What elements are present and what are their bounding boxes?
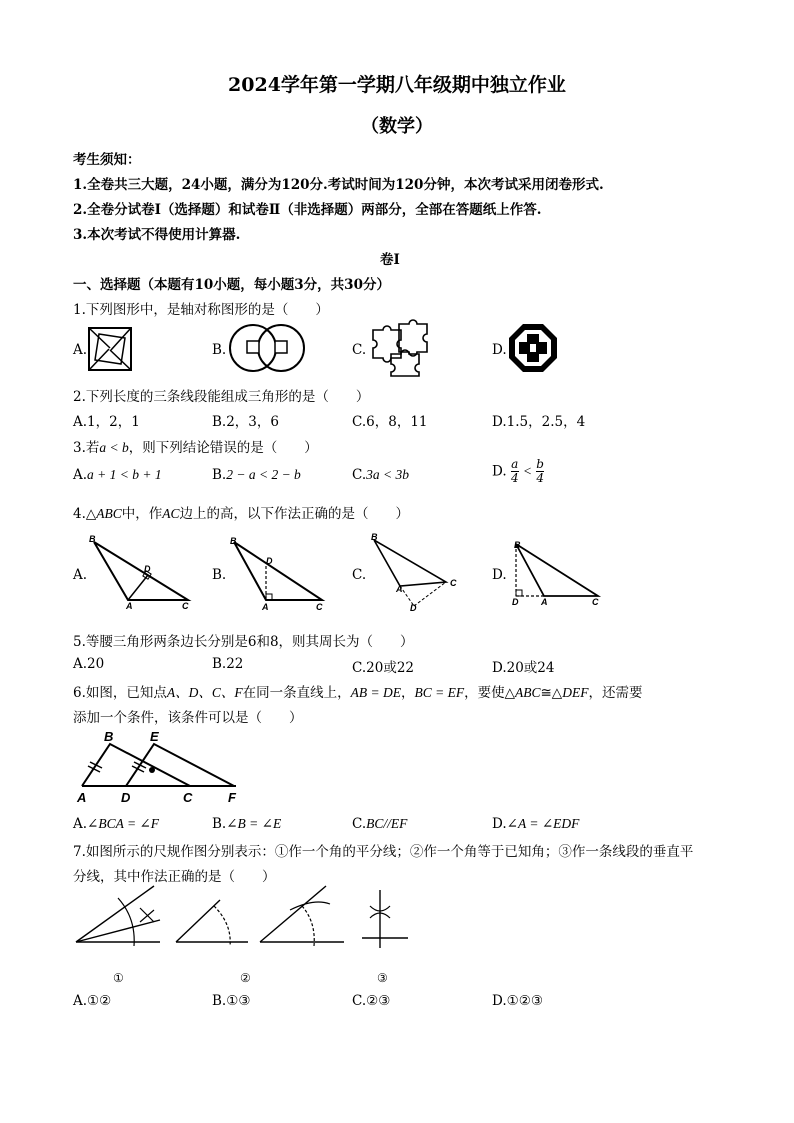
q1-option-c-label: C. [352,342,367,358]
q1-option-a-figure [87,326,133,372]
q4-option-d-figure [506,536,606,608]
q2-option-d: D.1.5，2.5，4 [492,414,586,430]
q1-option-a-label: A. [73,342,88,358]
q4-stem: 4.△ABC中，作AC边上的高，以下作法正确的是（ ） [73,506,410,522]
q4-option-a-figure [86,534,196,612]
q7-option-a: A.①② [73,993,112,1009]
q1-option-c-figure [369,320,431,378]
q4-option-c-label: C. [352,567,367,583]
q4-option-a-label: A. [73,567,88,583]
q6-label-a: A [77,790,87,805]
q6-label-d: D [121,790,131,805]
q1-option-b-label: B. [212,342,227,358]
q7-stem-line2: 分线，其中作法正确的是（ ） [73,869,276,885]
q3-option-b: B.2 − a < 2 − b [212,467,301,483]
q7-fig-label-1: ① [113,971,124,985]
q4d-label-c: C [592,597,599,607]
q6-figure [80,738,240,790]
q4c-label-a: A [396,584,403,594]
q7-stem-line1: 7.如图所示的尺规作图分别表示：①作一个角的平分线；②作一个角等于已知角；③作一条线段的垂直平 [73,844,694,860]
q4-option-b-label: B. [212,567,227,583]
q6-option-b: B.∠B = ∠E [212,816,282,832]
q6-label-e: E [150,729,159,744]
page-title: 2024学年第一学期八年级期中独立作业 [228,74,566,96]
q5-option-d: D.20或24 [492,660,555,676]
q4a-label-a: A [126,601,133,611]
q4b-label-a: A [262,602,269,612]
section-heading: 一、选择题（本题有10小题，每小题3分，共30分） [73,277,390,293]
q4a-label-d: D [144,564,151,574]
q3-option-d: D. $\frac{a}{4}$ < $\frac{b}{4}$ [492,457,544,485]
notice-heading: 考生须知： [73,152,141,168]
q4b-label-b: B [230,536,237,546]
notice-item-1: 1.全卷共三大题，24小题，满分为120分.考试时间为120分钟，本次考试采用闭卷形式. [73,177,604,193]
q7-option-b: B.①③ [212,993,251,1009]
q2-option-b: B.2，3，6 [212,414,279,430]
q7-fig-label-2: ② [240,971,251,985]
q6-option-a: A.∠BCA = ∠F [73,816,160,832]
q4b-label-c: C [316,602,323,612]
q7-figure-3 [258,882,350,948]
q1-option-b-figure [228,322,306,374]
q6-label-f: F [228,790,236,805]
q3-option-c: C.3a < 3b [352,467,410,483]
q7-figure-2 [174,894,252,948]
q4a-label-b: B [89,534,96,544]
q1-stem: 1.下列图形中，是轴对称图形的是（ ） [73,302,329,318]
q7-figure-4 [360,888,410,950]
q5-option-a: A.20 [73,656,105,672]
q4b-label-d: D [266,556,273,566]
q4d-label-b: B [514,540,521,550]
q5-stem: 5.等腰三角形两条边长分别是6和8，则其周长为（ ） [73,634,414,650]
q7-figure-1 [74,882,164,946]
page-subtitle: （数学） [361,116,433,137]
q7-option-c: C.②③ [352,993,391,1009]
q4-option-d-label: D. [492,567,507,583]
q4d-label-a: A [541,597,548,607]
q6-option-d: D.∠A = ∠EDF [492,816,580,832]
q4a-label-c: C [182,601,189,611]
q6-option-c: C.BC//EF [352,816,408,832]
q5-option-b: B.22 [212,656,244,672]
q1-option-d-label: D. [492,342,507,358]
q4d-label-d: D [512,597,519,607]
q1-option-d-figure [507,322,559,374]
q4c-label-b: B [371,532,378,542]
q6-stem-line1: 6.如图，已知点A、D、C、F在同一条直线上，AB = DE，BC = EF，要使△ABC≅△DEF，还需要 [73,685,643,701]
notice-item-2: 2.全卷分试卷Ⅰ（选择题）和试卷Ⅱ（非选择题）两部分，全部在答题纸上作答. [73,202,542,218]
volume-label: 卷Ⅰ [380,252,400,268]
q2-stem: 2.下列长度的三条线段能组成三角形的是（ ） [73,389,370,405]
notice-item-3: 3.本次考试不得使用计算器. [73,227,241,243]
q2-option-c: C.6，8，11 [352,414,428,430]
q6-label-c: C [183,790,193,805]
q4c-label-d: D [410,603,417,613]
q4c-label-c: C [450,578,457,588]
q3-option-a: A.a + 1 < b + 1 [73,467,162,483]
q3-stem: 3.若a < b，则下列结论错误的是（ ） [73,440,318,456]
q5-option-c: C.20或22 [352,660,414,676]
q4-option-c-figure [366,532,466,614]
q7-option-d: D.①②③ [492,993,543,1009]
q6-stem-line2: 添加一个条件，该条件可以是（ ） [73,710,303,726]
q2-option-a: A.1，2，1 [73,414,140,430]
q6-label-b: B [104,729,114,744]
q4-option-b-figure [226,534,336,612]
q7-fig-label-3: ③ [377,971,388,985]
